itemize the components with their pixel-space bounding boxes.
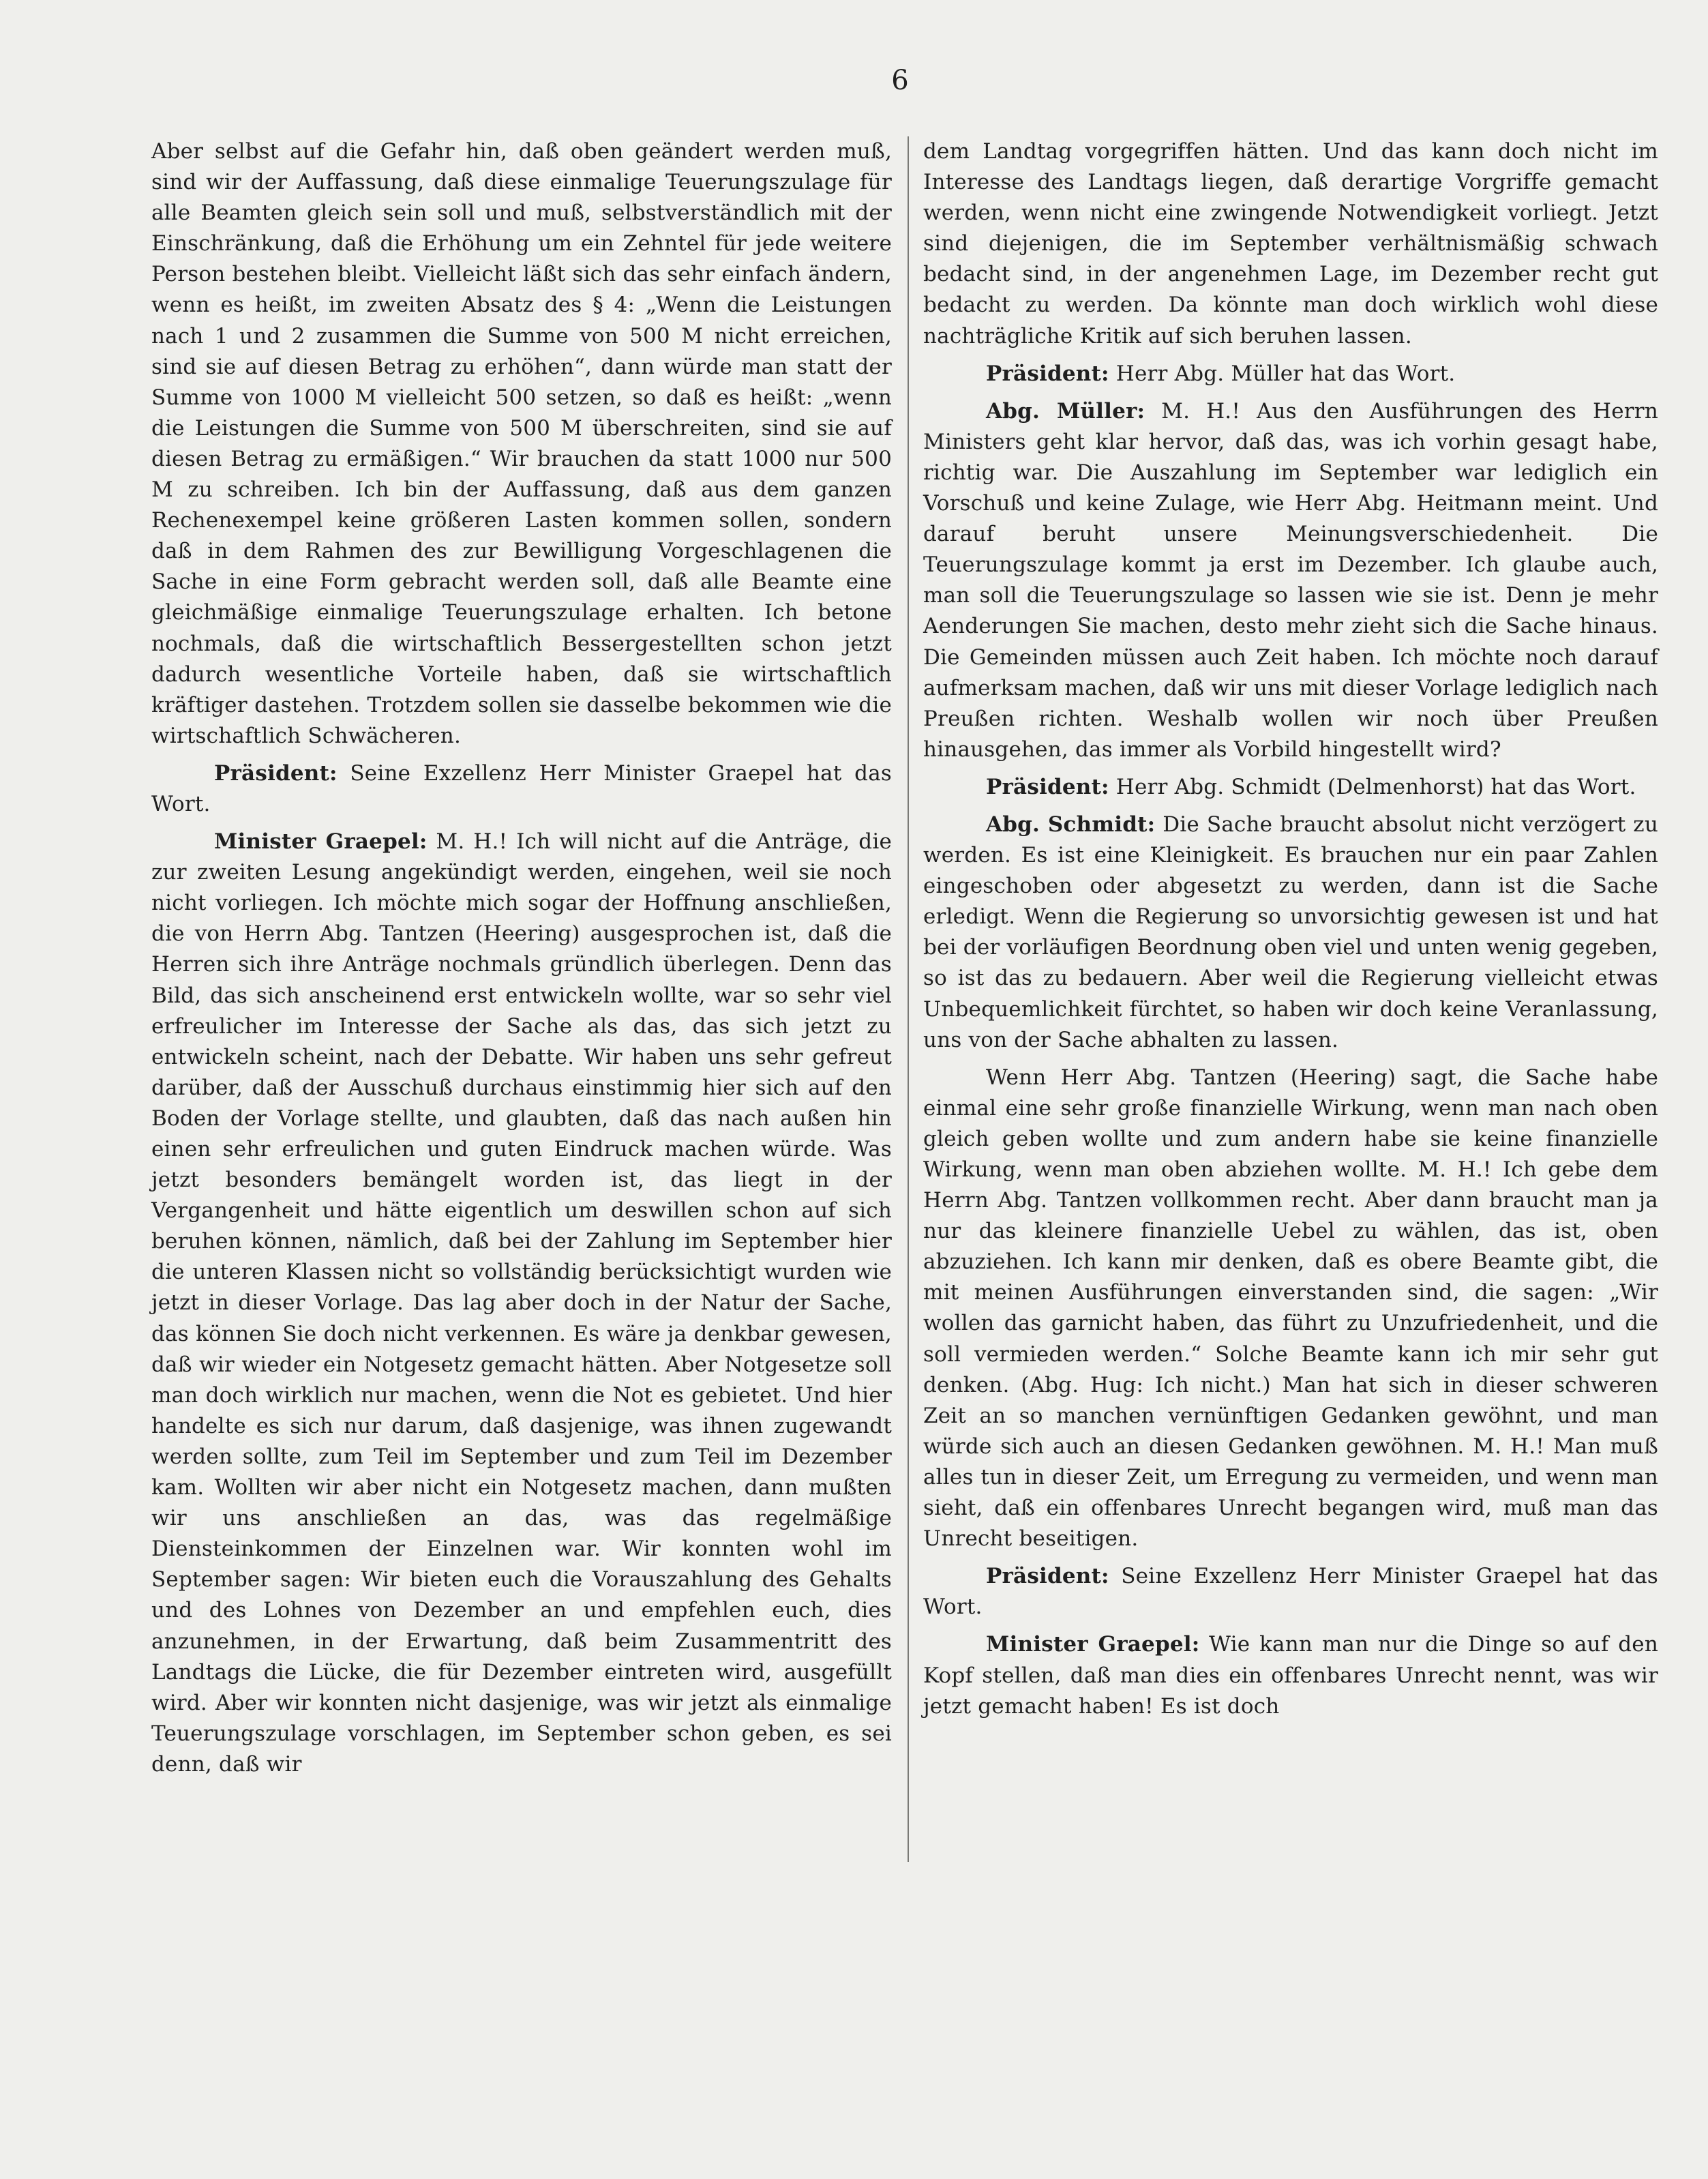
- right-column: [923, 136, 1658, 1722]
- paragraph: [923, 772, 1658, 803]
- speaker-label: Abg. Müller:: [986, 398, 1145, 424]
- paragraph-text: Wenn Herr Abg. Tantzen (Heering) sagt, die Sache habe einmal eine sehr große finanzielle Wirkung, wenn man nach oben gleich geben wollte und zum andern habe sie keine finanzielle Wirkung, wenn man oben abziehen wollte. M. H.! Ich gebe dem Herrn Abg. Tantzen vollkommen recht. Aber dann braucht man ja nur das kleinere finanzielle Uebel zu wählen, das ist, oben abzuziehen. Ich kann mir denken, daß es obere Beamte gibt, die mit meinen Ausführungen einverstanden sind, die sagen: „Wir wollen das garnicht haben, das führt zu Unzufriedenheit, und die soll vermieden werden.“ Solche Beamte kann ich mir sehr gut denken. (Abg. Hug: Ich nicht.) Man hat sich in dieser schweren Zeit an so manchen vernünftigen Gedanken gewöhnt, und man würde sich auch an diesen Gedanken gewöhnen. M. H.! Man muß alles tun in dieser Zeit, um Erregung zu vermeiden, und wenn man sieht, daß ein offenbares Unrecht begangen wird, muß man das Unrecht beseitigen.: [923, 1065, 1658, 1552]
- paragraph-text: Herr Abg. Müller hat das Wort.: [1115, 361, 1456, 386]
- paragraph: [923, 396, 1658, 765]
- paragraph: [151, 827, 892, 1780]
- paragraph: [923, 136, 1658, 352]
- paragraph-text: M. H.! Ich will nicht auf die Anträge, die zur zweiten Lesung angekündigt werden, eingehen, weil sie noch nicht vorliegen. Ich möchte mich sogar der Hoffnung anschließen, die von Herrn Abg. Tantzen (Heering) ausgesprochen ist, daß die Herren sich ihre Anträge nochmals gründlich überlegen. Denn das Bild, das sich anscheinend erst entwickeln wollte, war so sehr viel erfreulicher im Interesse der Sache als das, das sich jetzt zu entwickeln scheint, nach der Debatte. Wir haben uns sehr gefreut darüber, daß der Ausschuß durchaus einstimmig hier sich auf den Boden der Vorlage stellte, und glaubten, daß das nach außen hin einen sehr erfreulichen und guten Eindruck machen würde. Was jetzt besonders bemängelt worden ist, das liegt in der Vergangenheit und hätte eigentlich um deswillen schon auf sich beruhen können, nämlich, daß bei der Zahlung im September hier die unteren Klassen nicht so vollständig berücksichtigt wurden wie jetzt in dieser Vorlage. Das lag aber doch in der Natur der Sache, das können Sie doch nicht verkennen. Es wäre ja denkbar gewesen, daß wir wieder ein Notgesetz gemacht hätten. Aber Notgesetze soll man doch wirklich nur machen, wenn die Not es gebietet. Und hier handelte es sich nur darum, daß dasjenige, was ihnen zugewandt werden sollte, zum Teil im September und zum Teil im Dezember kam. Wollten wir aber nicht ein Notgesetz machen, dann mußten wir uns anschließen an das, was das regelmäßige Diensteinkommen der Einzelnen war. Wir konnten wohl im September sagen: Wir bieten euch die Vorauszahlung des Gehalts und des Lohnes von Dezember an und empfehlen euch, dies anzunehmen, in der Erwartung, daß beim Zusammentritt des Landtags die Lücke, die für Dezember eintreten wird, ausgefüllt wird. Aber wir konnten nicht dasjenige, was wir jetzt als einmalige Teuerungszulage vorschlagen, im September schon geben, es sei denn, daß wir: [151, 829, 892, 1777]
- paragraph: [923, 1629, 1658, 1721]
- paragraph: [923, 1561, 1658, 1622]
- speaker-label: Präsident:: [986, 361, 1109, 386]
- speaker-label: Präsident:: [986, 1564, 1109, 1589]
- speaker-label: Minister Graepel:: [986, 1632, 1200, 1657]
- paragraph-text: Wie kann man nur die Dinge so auf den Kopf stellen, daß man dies ein offenbares Unrecht nennt, was wir jetzt gemacht haben! Es ist doch: [923, 1632, 1659, 1719]
- left-column: [151, 136, 892, 1780]
- paragraph: [923, 1063, 1658, 1555]
- paragraph: [923, 810, 1658, 1056]
- speaker-label: Minister Graepel:: [214, 829, 428, 855]
- speaker-label: Präsident:: [214, 760, 338, 786]
- paragraph-text: Seine Exzellenz Herr Minister Graepel hat das Wort.: [151, 760, 893, 816]
- paragraph: [923, 359, 1658, 389]
- paragraph-text: Herr Abg. Schmidt (Delmenhorst) hat das Wort.: [1115, 774, 1636, 799]
- paragraph-text: dem Landtag vorgegriffen hätten. Und das kann doch nicht im Interesse des Landtags liegen, daß derartige Vorgriffe gemacht werden, wenn nicht eine zwingende Notwendigkeit vorliegt. Jetzt sind diejenigen, die im September verhältnismäßig schwach bedacht sind, in der angenehmen Lage, im Dezember recht gut bedacht zu werden. Da könnte man doch wirklich wohl diese nachträgliche Kritik auf sich beruhen lassen.: [923, 139, 1658, 349]
- speaker-label: Abg. Schmidt:: [986, 812, 1156, 837]
- paragraph: [151, 136, 892, 752]
- page-number: 6: [891, 65, 909, 96]
- column-divider: [908, 136, 909, 1862]
- paragraph: [151, 758, 892, 820]
- paragraph-text: M. H.! Aus den Ausführungen des Herrn Ministers geht klar hervor, daß das, was ich vorhin gesagt habe, richtig war. Die Auszahlung im September war lediglich ein Vorschuß und keine Zulage, wie Herr Abg. Heitmann meint. Und darauf beruht unsere Meinungsverschiedenheit. Die Teuerungszulage kommt ja erst im Dezember. Ich glaube auch, man soll die Teuerungszulage so lassen wie sie ist. Denn je mehr Aenderungen Sie machen, desto mehr zieht sich die Sache hinaus. Die Gemeinden müssen auch Zeit haben. Ich möchte noch darauf aufmerksam machen, daß wir uns mit dieser Vorlage lediglich nach Preußen richten. Weshalb wollen wir noch über Preußen hinausgehen, das immer als Vorbild hingestellt wird?: [923, 398, 1658, 762]
- paragraph-text: Seine Exzellenz Herr Minister Graepel hat das Wort.: [923, 1564, 1658, 1620]
- paragraph-text: Aber selbst auf die Gefahr hin, daß oben geändert werden muß, sind wir der Auffassung, daß diese einmalige Teuerungszulage für alle Beamten gleich sein soll und muß, selbstverständlich mit der Einschränkung, daß die Erhöhung um ein Zehntel für jede weitere Person bestehen bleibt. Vielleicht läßt sich das sehr einfach ändern, wenn es heißt, im zweiten Absatz des § 4: „Wenn die Leistungen nach 1 und 2 zusammen die Summe von 500 M nicht erreichen, sind sie auf diesen Betrag zu erhöhen“, dann würde man statt der Summe von 1000 M vielleicht 500 setzen, so daß es heißt: „wenn die Leistungen die Summe von 500 M überschreiten, sind sie auf diesen Betrag zu ermäßigen.“ Wir brauchen da statt 1000 nur 500 M zu schreiben. Ich bin der Auffassung, daß aus dem ganzen Rechenexempel keine größeren Lasten kommen sollen, sondern daß in dem Rahmen des zur Bewilligung Vorgeschlagenen die Sache in eine Form gebracht werden soll, daß alle Beamte eine gleichmäßige einmalige Teuerungszulage erhalten. Ich betone nochmals, daß die wirtschaftlich Bessergestellten schon jetzt dadurch wesentliche Vorteile haben, daß sie wirtschaftlich kräftiger dastehen. Trotzdem sollen sie dasselbe bekommen wie die wirtschaftlich Schwächeren.: [151, 139, 892, 748]
- speaker-label: Präsident:: [986, 774, 1109, 799]
- paragraph-text: Die Sache braucht absolut nicht verzögert zu werden. Es ist eine Kleinigkeit. Es brauchen nur ein paar Zahlen eingeschoben oder abgesetzt zu werden, dann ist die Sache erledigt. Wenn die Regierung so unvorsichtig gewesen ist und hat bei der vorläufigen Beordnung oben viel und unten wenig gegeben, so ist das zu bedauern. Aber weil die Regierung vielleicht etwas Unbequemlichkeit fürchtet, so haben wir doch keine Veranlassung, uns von der Sache abhalten zu lassen.: [923, 812, 1658, 1052]
